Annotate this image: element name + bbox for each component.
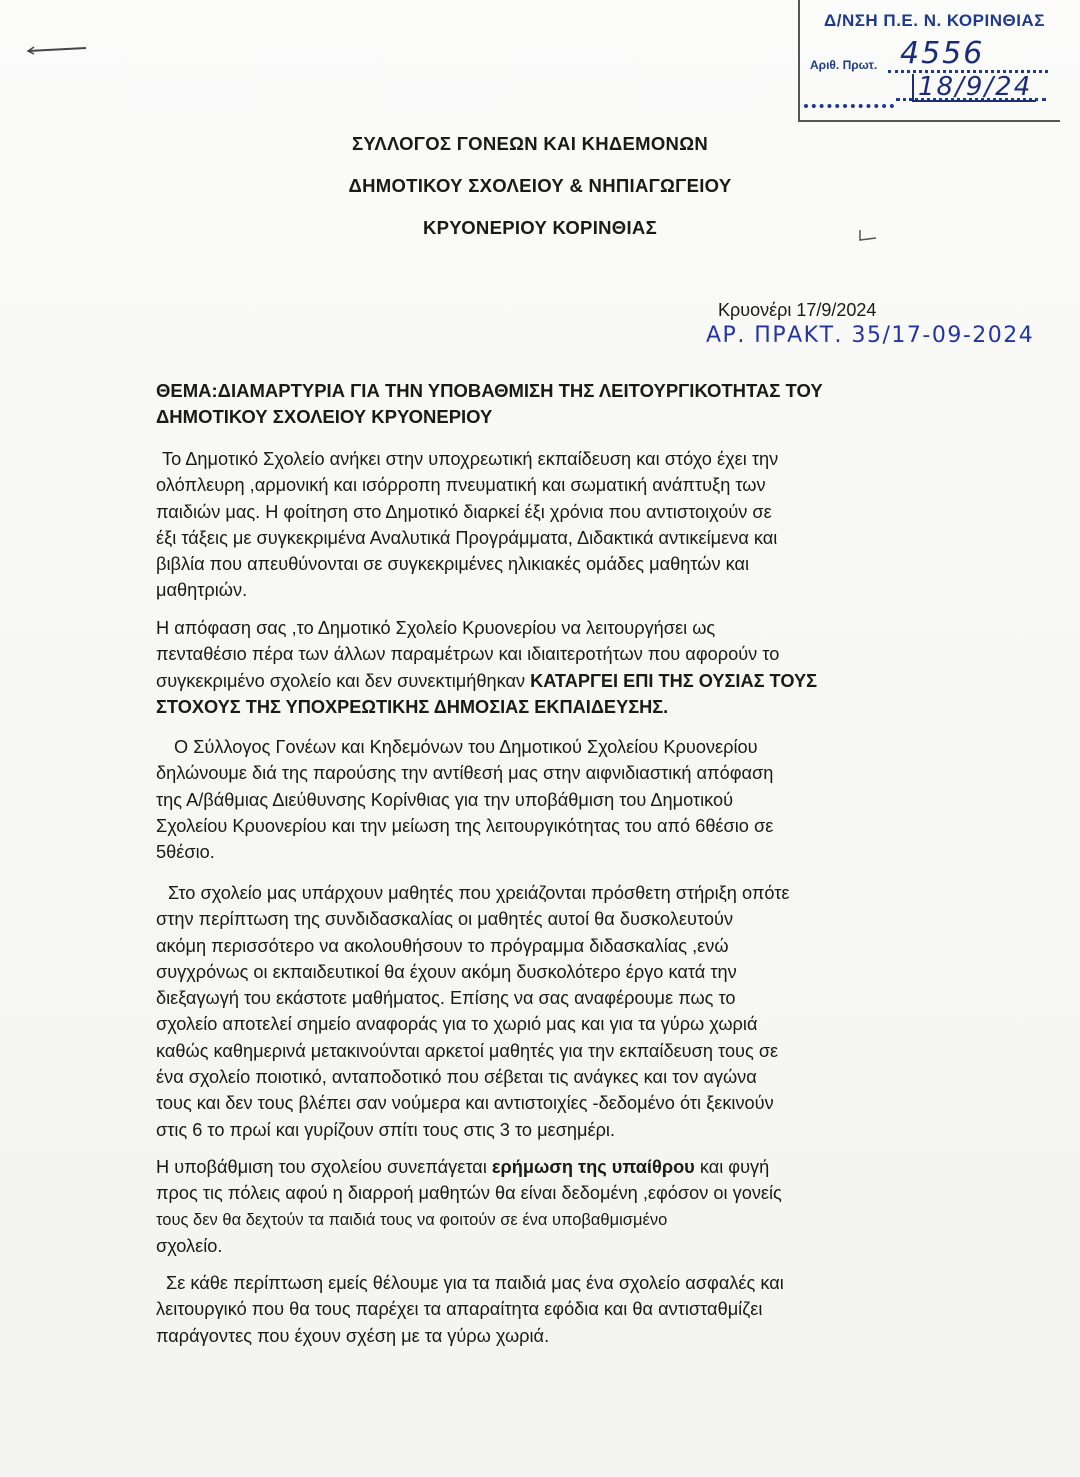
paragraph-line: στην περίπτωση της συνδιδασκαλίας οι μαθητές αυτοί θα δυσκολευτούν	[156, 909, 734, 930]
place-date: Κρυονέρι 17/9/2024	[718, 300, 877, 320]
paragraph-line: μαθητριών.	[156, 580, 248, 601]
header-line-3: ΚΡΥΟΝΕΡΙΟΥ ΚΟΡΙΝΘΙΑΣ	[423, 217, 657, 238]
paragraph-line: σχολείο.	[156, 1235, 223, 1256]
paragraph-line: τους και δεν τους βλέπει σαν νούμερα και αντιστοιχίες -δεδομένο ότι ξεκινούν	[156, 1093, 774, 1114]
paragraph-2	[156, 615, 912, 720]
paragraph-line: ακόμη περισσότερο να ακολουθήσουν το πρόγραμμα διδασκαλίας ,ενώ	[156, 935, 729, 956]
paragraph-line: Το Δημοτικό Σχολείο ανήκει στην υποχρεωτική εκπαίδευση και στόχο έχει την	[162, 449, 779, 469]
paragraph-bold-line: ΣΤΟΧΟΥΣ ΤΗΣ ΥΠΟΧΡΕΩΤΙΚΗΣ ΔΗΜΟΣΙΑΣ ΕΚΠΑΙΔΕΥΣΗΣ.	[156, 696, 669, 717]
paragraph-3	[156, 734, 912, 865]
paragraph-line: ολόπλευρη ,αρμονική και ισόρροπη πνευματική και σωματική ανάπτυξη των	[156, 475, 766, 496]
paragraph-line: δηλώνουμε διά της παρούσης την αντίθεσή μας στην αιφνιδιαστική απόφαση	[156, 763, 774, 784]
paragraph-line: σχολείο αποτελεί σημείο αναφοράς για το χωριό μας και για τα γύρω χωριά	[156, 1014, 758, 1035]
paragraph-4	[156, 880, 912, 1143]
paragraph-line: καθώς καθημερινά μετακινούνται αρκετοί μαθητές για την εκπαίδευση τους σε	[156, 1040, 779, 1061]
paragraph-line: στις 6 το πρωί και γυρίζουν σπίτι τους στις 3 το μεσημέρι.	[156, 1119, 616, 1140]
paragraph-text: και φυγή	[694, 1157, 770, 1177]
stamp-handwritten-date: 18/9/24	[912, 74, 1036, 102]
paragraph-line: πενταθέσιο πέρα των άλλων παραμέτρων και ιδιαιτεροτήτων που αφορούν το	[156, 644, 780, 665]
paragraph-line: Η απόφαση σας ,το Δημοτικό Σχολείο Κρυονερίου να λειτουργήσει ως	[156, 618, 716, 638]
paragraph-bold-text: ΚΑΤΑΡΓΕΙ ΕΠΙ ΤΗΣ ΟΥΣΙΑΣ ΤΟΥΣ	[530, 670, 818, 691]
registry-stamp	[798, 0, 1060, 122]
paragraph-text: συγκεκριμένο σχολείο και δεν συνεκτιμήθηκαν	[156, 670, 531, 691]
subject	[156, 378, 916, 430]
paragraph-line	[156, 668, 912, 694]
stamp-office: Δ/ΝΣΗ Π.Ε. Ν. ΚΟΡΙΝΘΙΑΣ	[824, 11, 1045, 30]
paragraph-line: βιβλία που απευθύνονται σε συγκεκριμένες ηλικιακές ομάδες μαθητών και	[156, 554, 750, 575]
stamp-protocol-label: Αριθ. Πρωτ.	[810, 58, 878, 72]
header-line-2: ΔΗΜΟΤΙΚΟΥ ΣΧΟΛΕΙΟΥ & ΝΗΠΙΑΓΩΓΕΙΟΥ	[348, 175, 732, 196]
paragraph-text: Η υποβάθμιση του σχολείου συνεπάγεται	[156, 1157, 492, 1177]
paragraph-line: λειτουργικό που θα τους παρέχει τα απαραίτητα εφόδια και θα αντισταθμίζει	[156, 1299, 763, 1320]
paragraph-line: παιδιών μας. Η φοίτηση στο Δημοτικό διαρκεί έξι χρόνια που αντιστοιχούν σε	[156, 501, 772, 522]
paragraph-line: ένα σχολείο ποιοτικό, ανταποδοτικό που σέβεται τις ανάγκες και τον αγώνα	[156, 1067, 757, 1088]
paragraph-line: Σχολείου Κρυονερίου και την μείωση της λειτουργικότητας του από 6θέσιο σε	[156, 815, 774, 836]
paragraph-line: συγχρόνως οι εκπαιδευτικοί θα έχουν ακόμη δυσκολότερο έργο κατά την	[156, 961, 737, 982]
paragraph-line: διεξαγωγή του εκάστοτε μαθήματος. Επίσης να σας αναφέρουμε πως το	[156, 988, 736, 1009]
paragraph-line: της Α/βάθμιας Διεύθυνσης Κορίνθιας για την υποβάθμιση του Δημοτικού	[156, 789, 734, 810]
paragraph-line: Ο Σύλλογος Γονέων και Κηδεμόνων του Δημοτικού Σχολείου Κρυονερίου	[174, 737, 758, 757]
paragraph-line: 5θέσιο.	[156, 842, 215, 863]
paragraph-line	[156, 1154, 912, 1180]
paragraph-6	[156, 1270, 912, 1349]
stamp-protocol-number: 4556	[900, 36, 985, 71]
header-line-1: ΣΥΛΛΟΓΟΣ ΓΟΝΕΩΝ ΚΑΙ ΚΗΔΕΜΟΝΩΝ	[351, 133, 709, 154]
paragraph-bold-text: ερήμωση της υπαίθρου	[491, 1157, 695, 1177]
paragraph-line: τους δεν θα δεχτούν τα παιδιά τους να φοιτούν σε ένα υποβαθμισμένο	[156, 1210, 668, 1229]
stamp-date-label	[804, 96, 894, 108]
pen-mark-icon	[26, 44, 88, 56]
subject-line: ΘΕΜΑ:ΔΙΑΜΑΡΤΥΡΙΑ ΓΙΑ ΤΗΝ ΥΠΟΒΑΘΜΙΣΗ ΤΗΣ ΛΕΙΤΟΥΡΓΙΚΟΤΗΤΑΣ ΤΟΥ	[156, 380, 823, 401]
paragraph-line: έξι τάξεις με συγκεκριμένα Αναλυτικά Προγράμματα, Διδακτικά αντικείμενα και	[156, 527, 778, 548]
paragraph-line: Σε κάθε περίπτωση εμείς θέλουμε για τα παιδιά μας ένα σχολείο ασφαλές και	[166, 1273, 784, 1293]
paragraph-5	[156, 1154, 912, 1259]
paragraph-line: παράγοντες που έχουν σχέση με τα γύρω χωριά.	[156, 1325, 550, 1346]
paragraph-line: προς τις πόλεις αφού η διαρροή μαθητών θα είναι δεδομένη ,εφόσον οι γονείς	[156, 1183, 782, 1204]
subject-line: ΔΗΜΟΤΙΚΟΥ ΣΧΟΛΕΙΟΥ ΚΡΥΟΝΕΡΙΟΥ	[156, 406, 493, 427]
paragraph-1	[156, 446, 912, 604]
paragraph-line: Στο σχολείο μας υπάρχουν μαθητές που χρειάζονται πρόσθετη στήριξη οπότε	[168, 883, 790, 903]
minutes-reference-number: ΑΡ. ΠΡΑΚΤ. 35/17-09-2024	[706, 323, 1035, 348]
